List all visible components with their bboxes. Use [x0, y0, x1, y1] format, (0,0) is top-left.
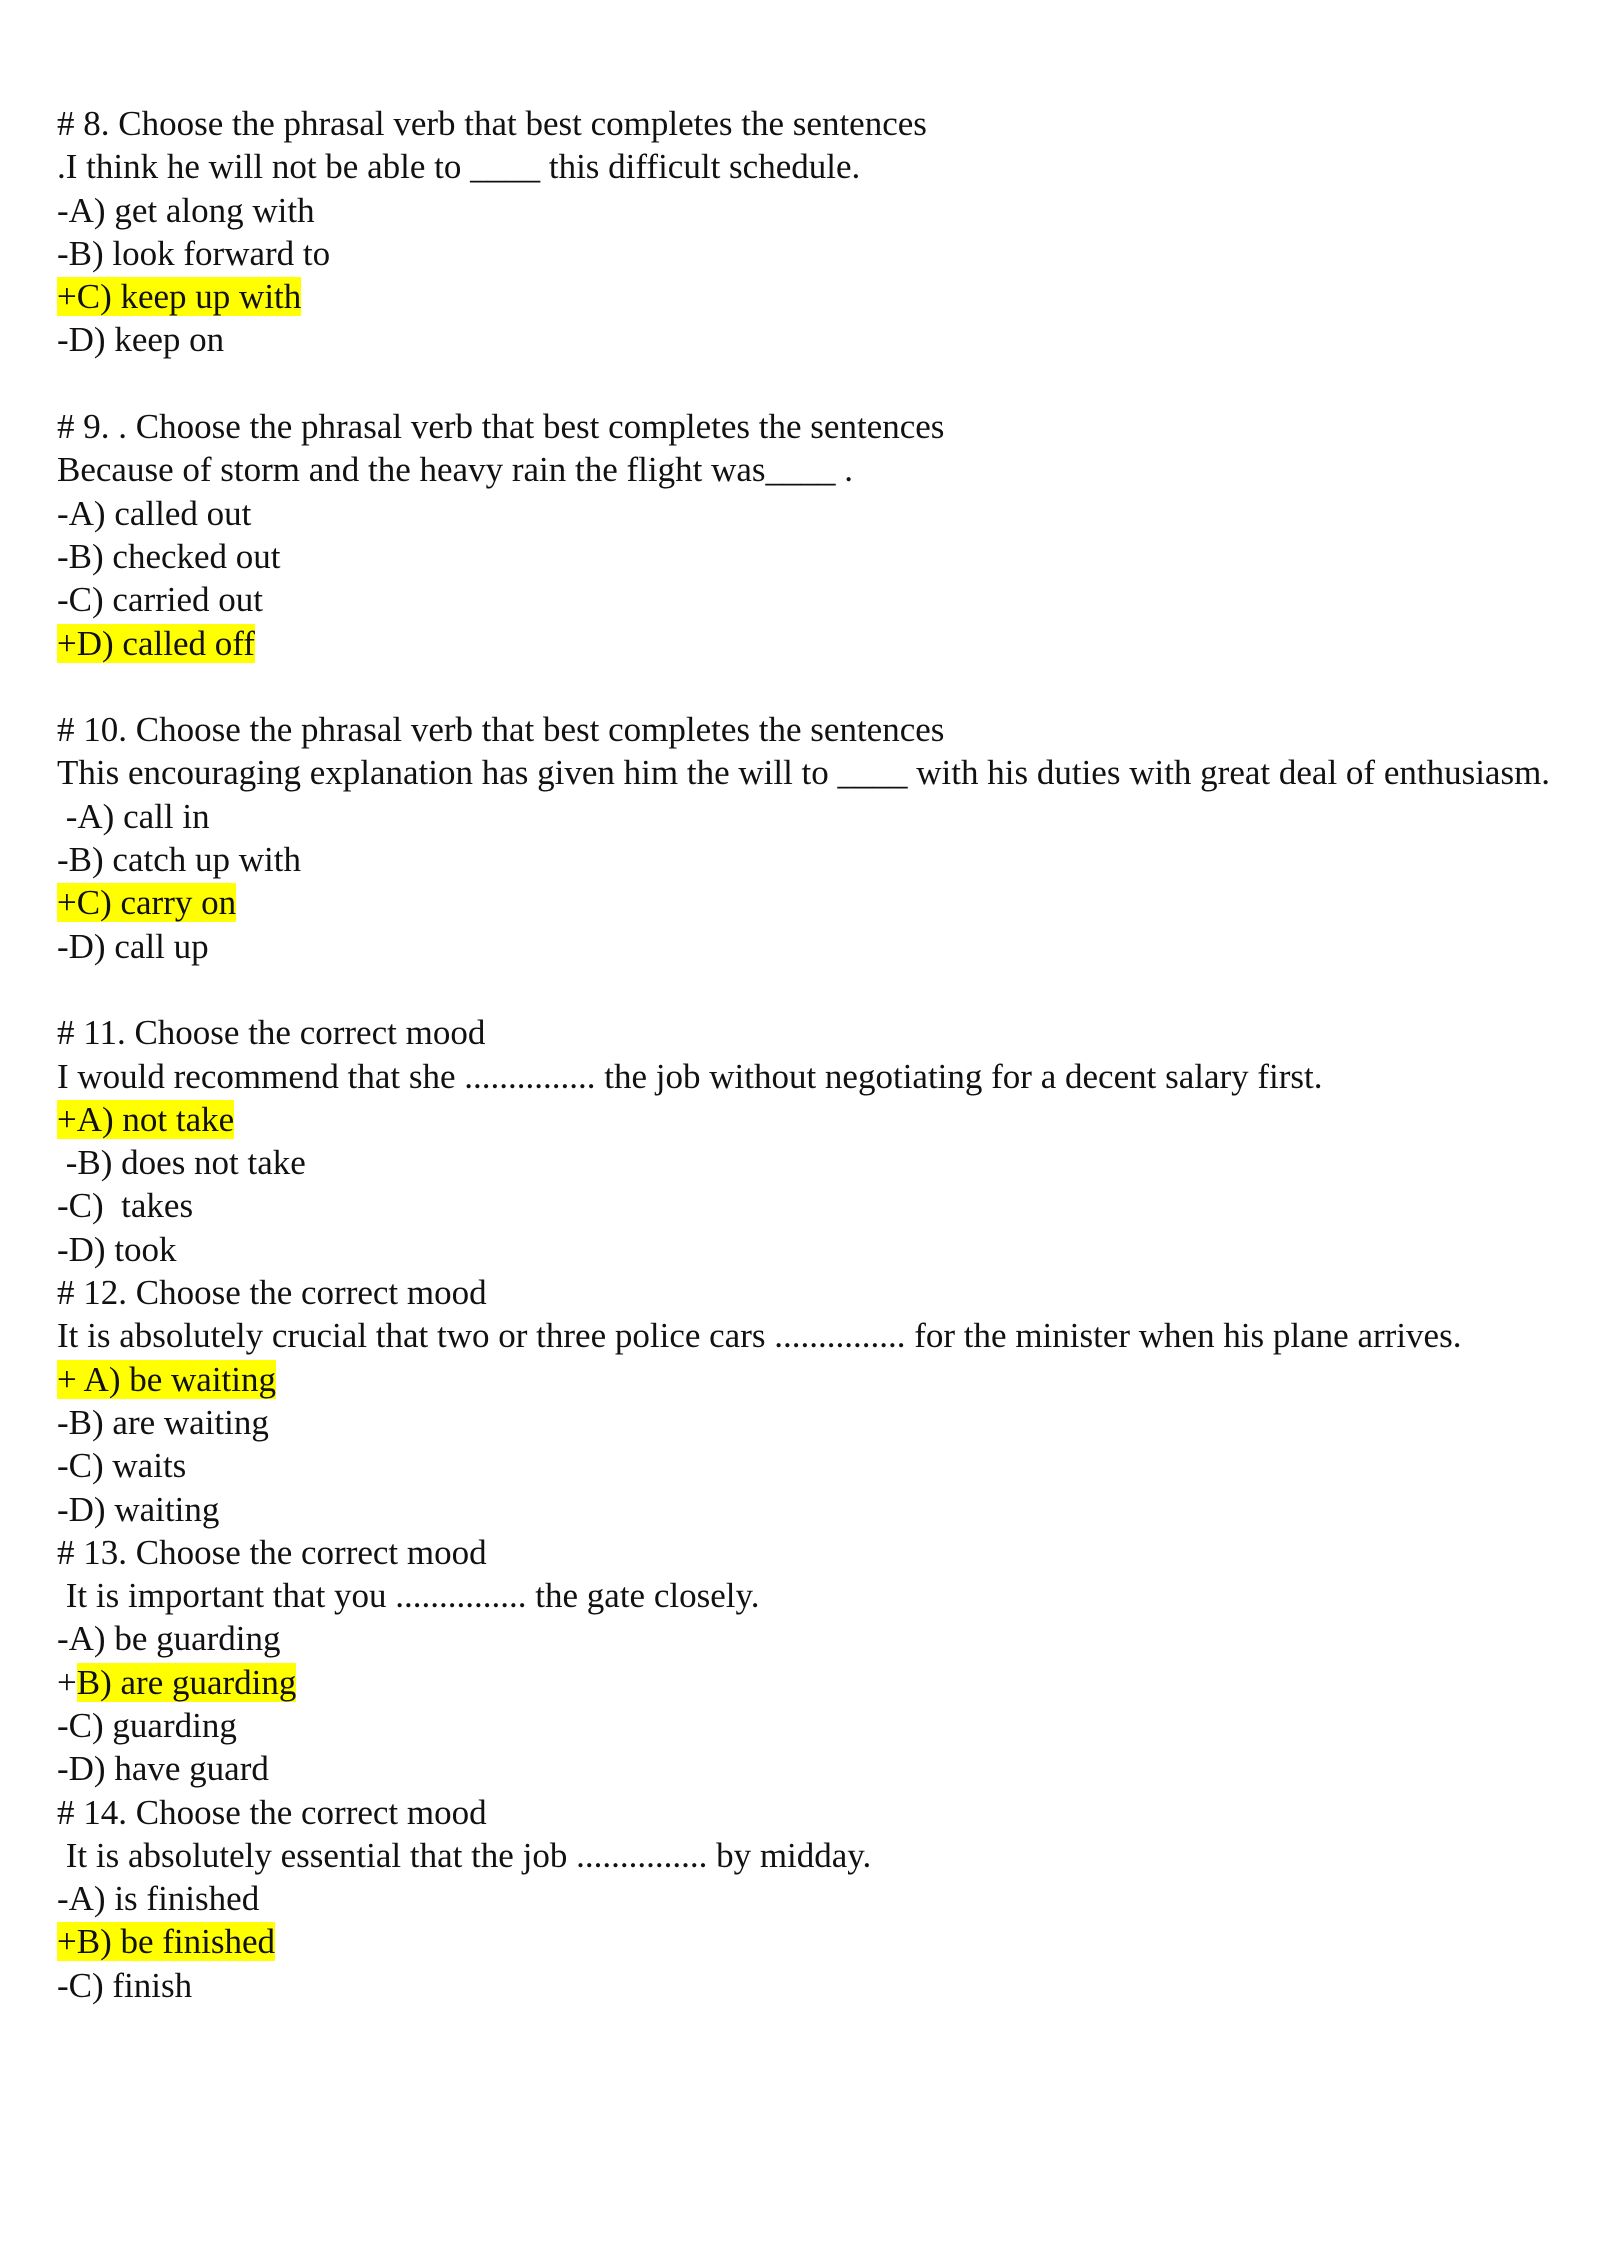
correct-answer-highlight: +A) not take	[57, 1099, 235, 1139]
option-d: -D) waiting	[57, 1489, 220, 1529]
correct-answer-highlight: + A) be waiting	[57, 1359, 277, 1399]
option-a-correct	[57, 1358, 1557, 1401]
question-prompt: It is absolutely crucial that two or three police cars ............... for the minister when his plane arrives.	[57, 1316, 1462, 1356]
question-11	[57, 1011, 1557, 1271]
option-c: -C) guarding	[57, 1705, 237, 1745]
option-b: -B) catch up with	[57, 840, 301, 880]
option-c: -C) waits	[57, 1446, 187, 1486]
option-a: -A) be guarding	[57, 1619, 281, 1659]
spacer	[57, 968, 1557, 1011]
option-a: -A) called out	[57, 493, 252, 533]
correct-answer-highlight: +B) be finished	[57, 1922, 276, 1962]
question-heading: # 11. Choose the correct mood	[57, 1013, 486, 1053]
correct-answer-highlight: B) are guarding	[76, 1662, 297, 1702]
question-heading: # 10. Choose the phrasal verb that best completes the sentences	[57, 710, 945, 750]
spacer	[57, 362, 1557, 405]
option-c-correct	[57, 275, 1557, 318]
question-heading: # 13. Choose the correct mood	[57, 1532, 487, 1572]
question-8	[57, 102, 1557, 362]
question-prompt: I would recommend that she ............... the job without negotiating for a decent salary first.	[57, 1056, 1323, 1096]
question-prompt: This encouraging explanation has given him the will to ____ with his duties with great deal of enthusiasm.	[57, 753, 1551, 793]
option-b: -B) are waiting	[57, 1402, 269, 1442]
option-c-correct	[57, 881, 1557, 924]
question-12	[57, 1271, 1557, 1531]
question-prompt: .I think he will not be able to ____ this difficult schedule.	[57, 147, 861, 187]
question-10	[57, 708, 1557, 968]
question-prompt: It is absolutely essential that the job ............... by midday.	[57, 1835, 872, 1875]
correct-answer-highlight: +C) keep up with	[57, 277, 302, 317]
option-c: -C) takes	[57, 1186, 194, 1226]
question-prompt: It is important that you ............... the gate closely.	[57, 1576, 760, 1616]
option-c: -C) carried out	[57, 580, 264, 620]
option-d: -D) took	[57, 1229, 177, 1269]
option-b-correct	[57, 1920, 1557, 1963]
option-d-correct	[57, 622, 1557, 665]
question-heading: # 12. Choose the correct mood	[57, 1273, 487, 1313]
option-a-correct	[57, 1098, 1557, 1141]
question-heading: # 8. Choose the phrasal verb that best completes the sentences	[57, 104, 927, 143]
option-b: -B) does not take	[57, 1143, 306, 1183]
option-b: -B) look forward to	[57, 233, 331, 273]
question-prompt: Because of storm and the heavy rain the flight was____ .	[57, 450, 854, 490]
option-b-correct	[57, 1661, 1557, 1704]
option-a: -A) is finished	[57, 1879, 260, 1919]
correct-answer-highlight: +D) called off	[57, 623, 255, 663]
document-page	[57, 102, 1557, 2007]
option-b: -B) checked out	[57, 536, 281, 576]
question-heading: # 9. . Choose the phrasal verb that best completes the sentences	[57, 407, 945, 447]
answer-prefix: +	[57, 1662, 77, 1702]
spacer	[57, 665, 1557, 708]
option-d: -D) keep on	[57, 320, 225, 360]
question-13	[57, 1531, 1557, 1791]
option-c: -C) finish	[57, 1965, 193, 2005]
question-14	[57, 1791, 1557, 2007]
correct-answer-highlight: +C) carry on	[57, 883, 237, 923]
option-d: -D) call up	[57, 926, 209, 966]
option-a: -A) get along with	[57, 190, 315, 230]
question-heading: # 14. Choose the correct mood	[57, 1792, 487, 1832]
question-9	[57, 405, 1557, 665]
option-d: -D) have guard	[57, 1749, 269, 1789]
option-a: -A) call in	[57, 796, 210, 836]
